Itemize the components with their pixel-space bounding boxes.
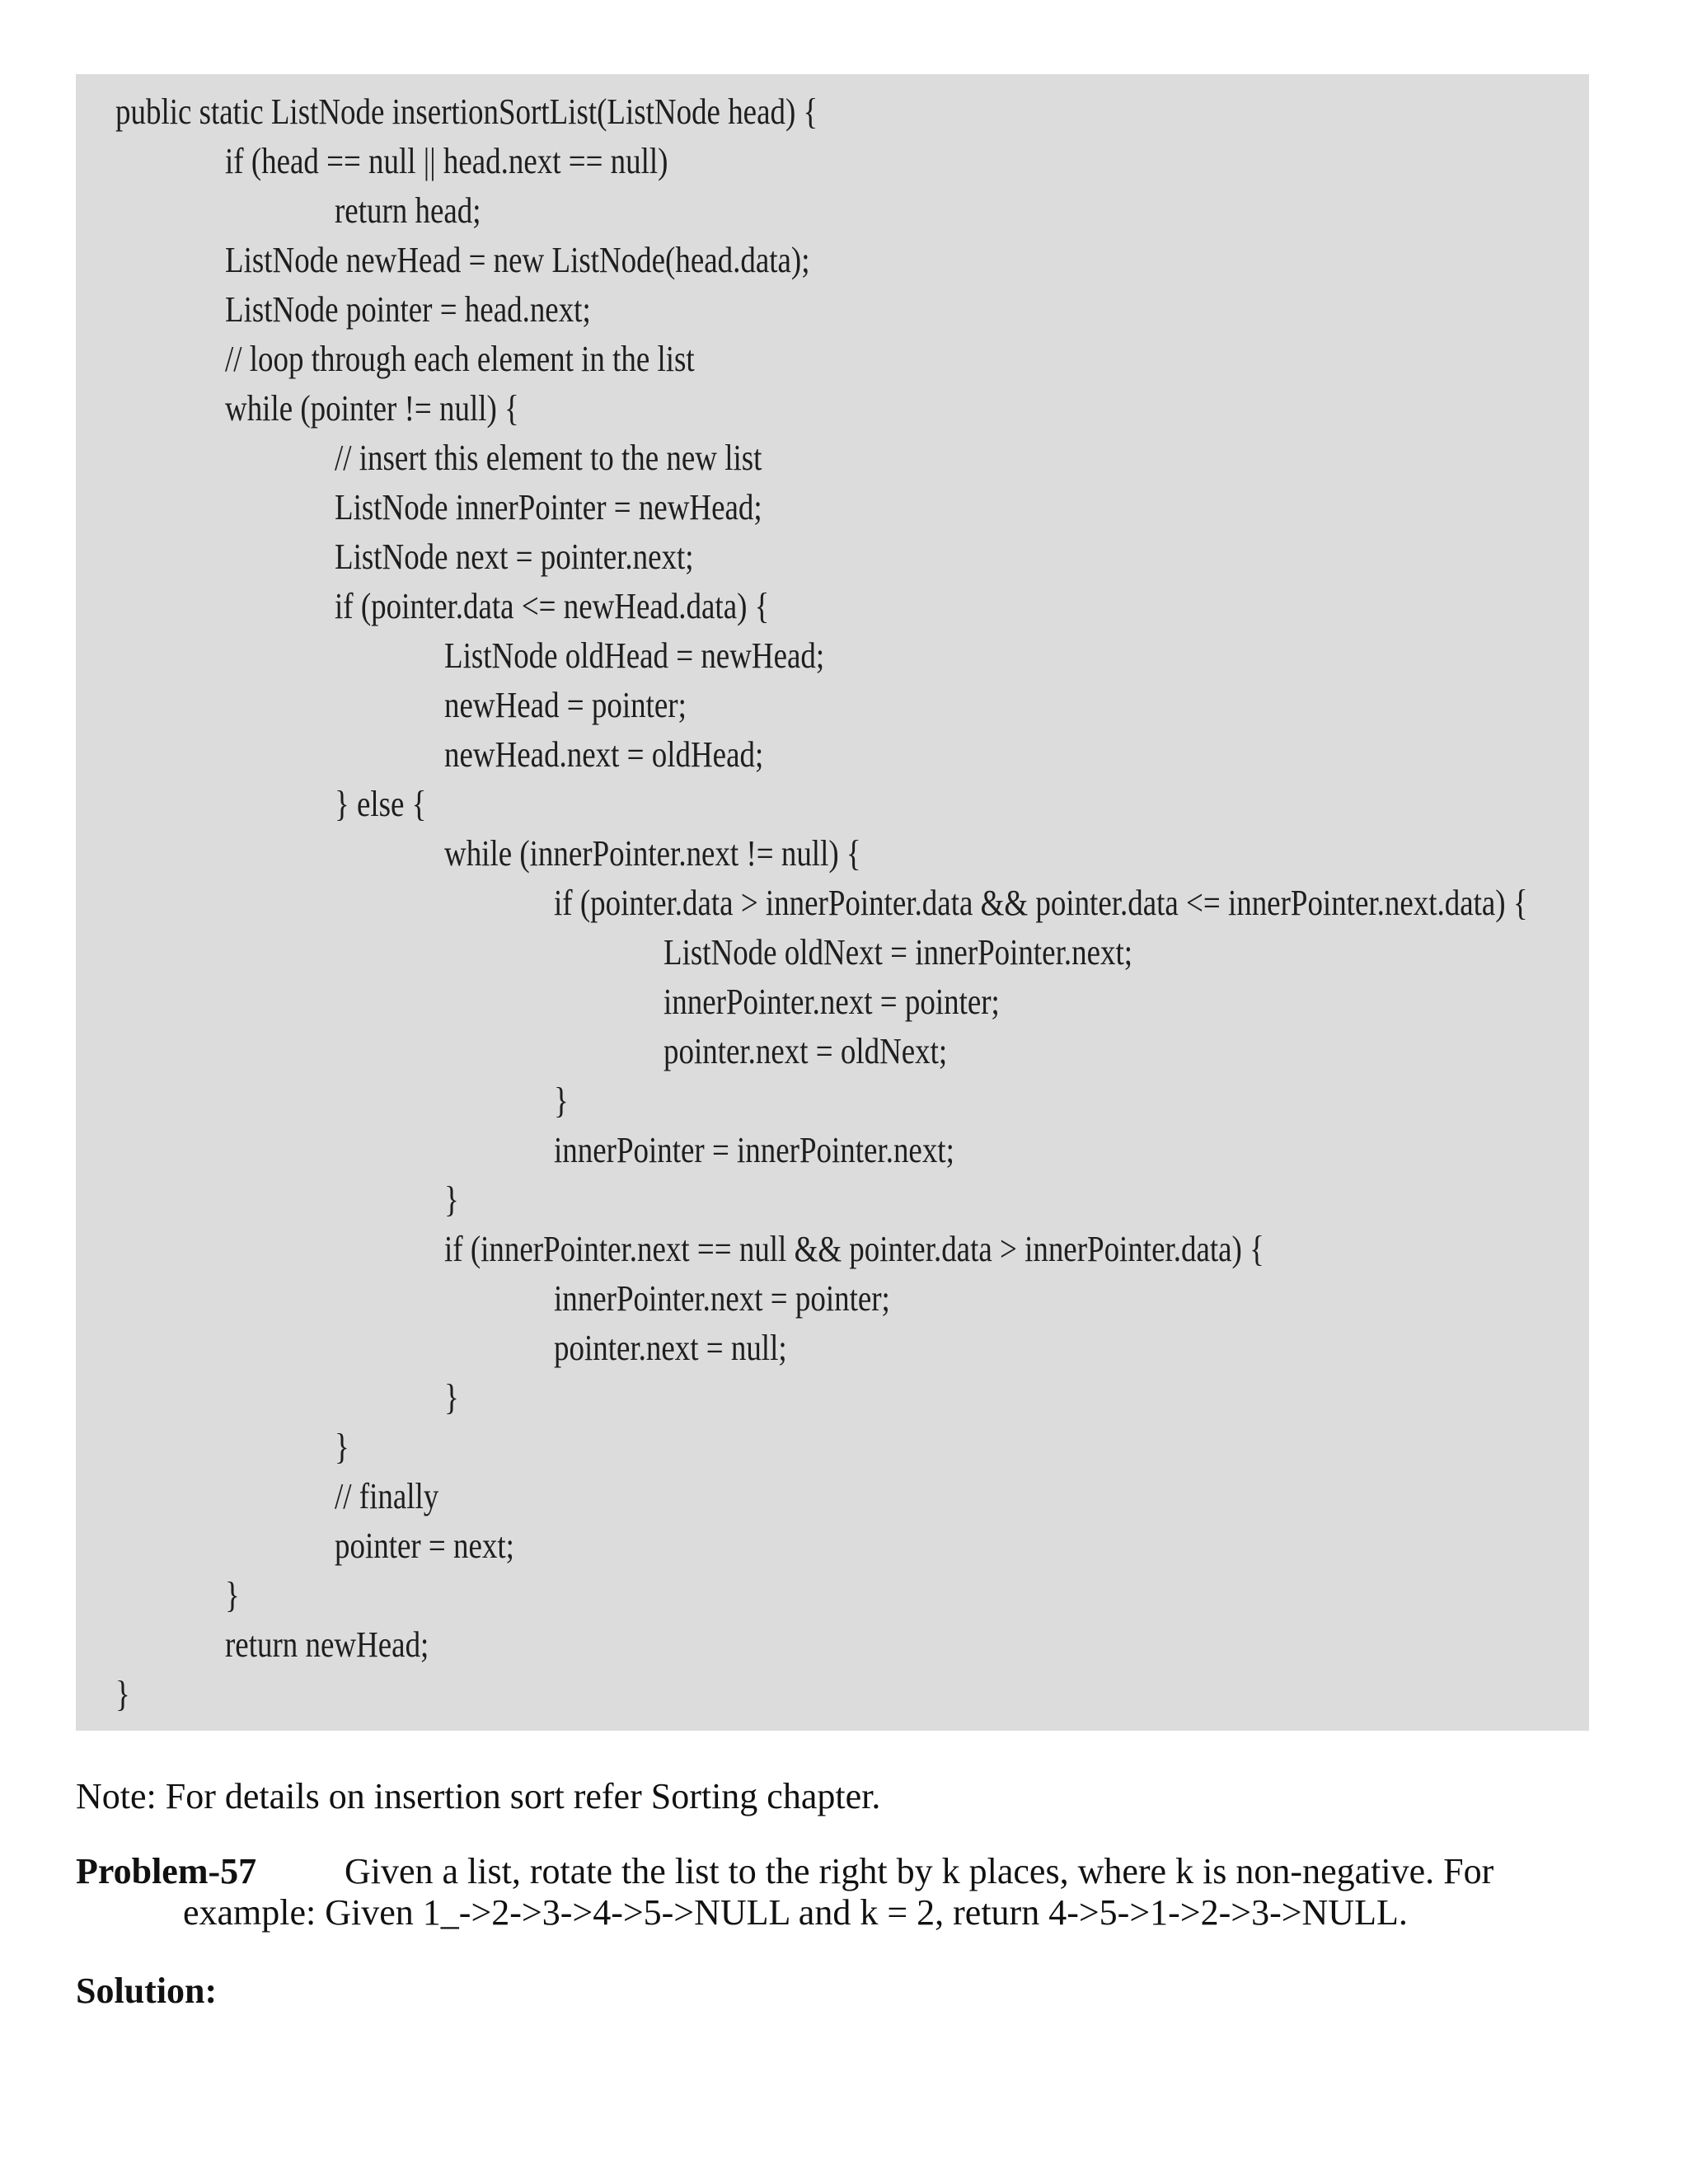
code-line: public static ListNode insertionSortList(ListNode head) { (115, 91, 818, 132)
code-line: while (pointer != null) { (225, 388, 519, 429)
code-line: // insert this element to the new list (335, 438, 762, 478)
code-line: return head; (335, 190, 481, 231)
code-line: ListNode next = pointer.next; (335, 537, 694, 577)
code-line: while (innerPointer.next != null) { (444, 833, 861, 874)
code-line: if (innerPointer.next == null && pointer.data > innerPointer.data) { (444, 1229, 1264, 1269)
code-line: } (335, 1427, 349, 1467)
code-line: } (554, 1080, 569, 1121)
code-line: pointer = next; (335, 1526, 514, 1566)
code-line: pointer.next = oldNext; (663, 1031, 948, 1071)
code-line: return newHead; (225, 1624, 429, 1665)
code-line: // finally (335, 1476, 439, 1516)
problem-statement (76, 1851, 1601, 1933)
code-line: ListNode newHead = new ListNode(head.data); (225, 240, 810, 280)
problem-line-2: example: Given 1_->2->3->4->5->NULL and k = 2, return 4->5->1->2->3->NULL. (183, 1892, 1408, 1933)
problem-label: Problem-57 (76, 1851, 257, 1891)
code-line: innerPointer.next = pointer; (554, 1278, 890, 1319)
code-line: ListNode innerPointer = newHead; (335, 487, 762, 527)
code-line: if (pointer.data <= newHead.data) { (335, 586, 770, 626)
code-line: if (head == null || head.next == null) (225, 141, 668, 181)
code-line: } else { (335, 784, 427, 824)
code-line: // loop through each element in the list (225, 339, 695, 379)
note-text: Note: For details on insertion sort refer Sorting chapter. (76, 1776, 881, 1816)
code-line: } (225, 1575, 240, 1615)
code-line: innerPointer.next = pointer; (663, 982, 1000, 1022)
problem-line-1 (76, 1851, 1601, 1892)
code-listing (76, 74, 1589, 1731)
code-line: newHead.next = oldHead; (444, 734, 764, 775)
code-line: } (444, 1179, 459, 1220)
solution-label: Solution: (76, 1971, 218, 2011)
code-line: } (115, 1674, 130, 1714)
code-line: ListNode pointer = head.next; (225, 289, 591, 330)
code-line: ListNode oldHead = newHead; (444, 635, 825, 676)
code-line: pointer.next = null; (554, 1328, 787, 1368)
code-line: } (444, 1377, 459, 1418)
code-line: ListNode oldNext = innerPointer.next; (663, 932, 1133, 972)
code-line: if (pointer.data > innerPointer.data && pointer.data <= innerPointer.next.data) { (554, 883, 1528, 923)
problem-text-1: Given a list, rotate the list to the right by k places, where k is non-negative. For (345, 1851, 1494, 1891)
code-line: newHead = pointer; (444, 685, 687, 725)
code-line: innerPointer = innerPointer.next; (554, 1130, 954, 1170)
